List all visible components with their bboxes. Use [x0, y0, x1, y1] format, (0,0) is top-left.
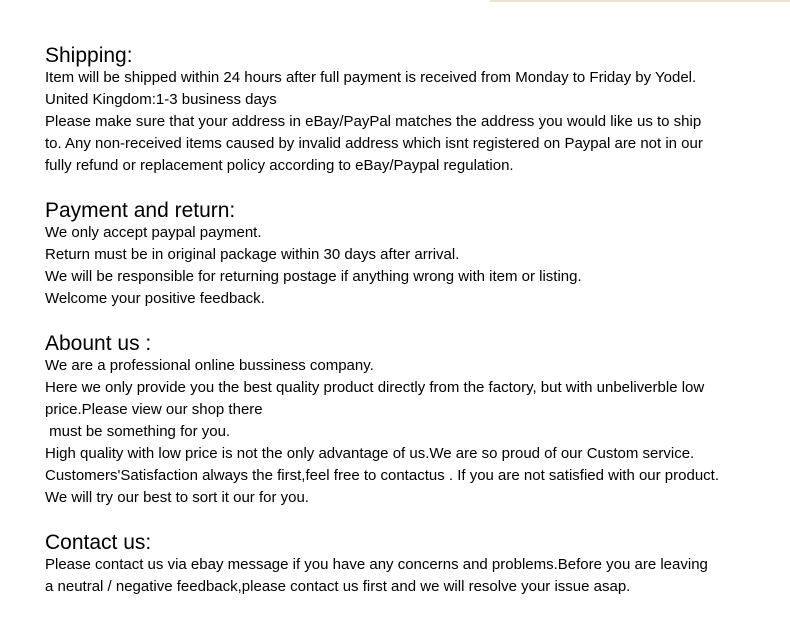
about-us-line: Here we only provide you the best quality product directly from the factory, but with unbeliverble low — [45, 379, 705, 396]
shipping-line: fully refund or replacement policy according to eBay/Paypal regulation. — [45, 157, 514, 174]
payment-return-section — [45, 199, 775, 310]
contact-us-line: a neutral / negative feedback,please contact us first and we will resolve your issue asap. — [45, 578, 631, 595]
shipping-heading: Shipping: — [45, 44, 133, 67]
about-us-line: High quality with low price is not the only advantage of us.We are so proud of our Custom service. — [45, 445, 695, 462]
shipping-line: United Kingdom:1-3 business days — [45, 91, 277, 108]
contact-us-heading: Contact us: — [45, 531, 152, 554]
about-us-line: Customers'Satisfaction always the first,feel free to contactus . If you are not satisfied with our product. — [45, 467, 720, 484]
top-accent-bar — [490, 0, 790, 2]
about-us-line: must be something for you. — [45, 423, 231, 440]
payment-return-line: Welcome your positive feedback. — [45, 290, 265, 307]
about-us-heading: Abount us : — [45, 332, 152, 355]
shipping-section — [45, 44, 775, 177]
policy-content — [45, 44, 775, 620]
about-us-line: We are a professional online bussiness company. — [45, 357, 374, 374]
about-us-line: We will try our best to sort it our for you. — [45, 489, 309, 506]
payment-return-line: Return must be in original package within 30 days after arrival. — [45, 246, 460, 263]
payment-return-line: We will be responsible for returning postage if anything wrong with item or listing. — [45, 268, 582, 285]
about-us-section — [45, 332, 775, 509]
payment-return-heading: Payment and return: — [45, 199, 236, 222]
payment-return-line: We only accept paypal payment. — [45, 224, 262, 241]
shipping-line: Item will be shipped within 24 hours after full payment is received from Monday to Friday by Yodel. — [45, 69, 697, 86]
contact-us-section — [45, 531, 775, 598]
shipping-line: to. Any non-received items caused by invalid address which isnt registered on Paypal are not in our — [45, 135, 703, 152]
shipping-line: Please make sure that your address in eBay/PayPal matches the address you would like us to ship — [45, 113, 702, 130]
contact-us-line: Please contact us via ebay message if you have any concerns and problems.Before you are leaving — [45, 556, 708, 573]
about-us-line: price.Please view our shop there — [45, 401, 263, 418]
